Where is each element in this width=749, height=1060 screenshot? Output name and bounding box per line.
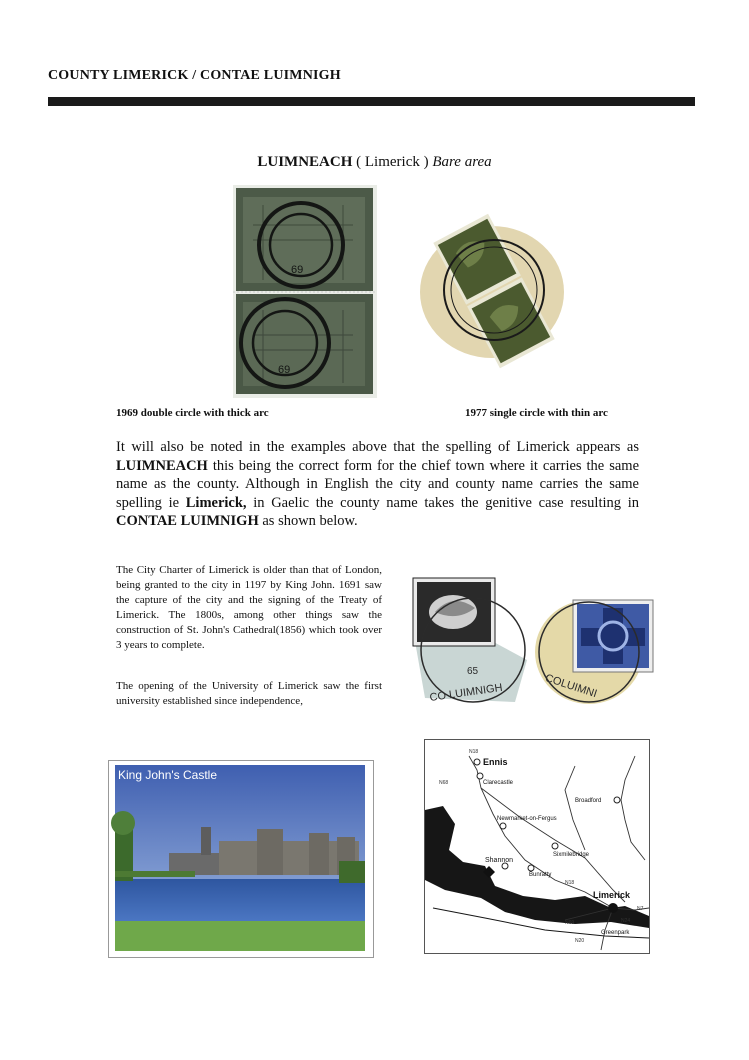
postmark-stamp-left [405,570,531,708]
paragraph-bold-limerick: Limerick, [185,494,247,511]
history-paragraph-1: The City Charter of Limerick is older than that of London, being granted to the city in 1197 by King John. 1691 saw the capture of the city and the signing of the Treaty of Limerick. The 1800s, among other things saw the construction of St. John's Cathedral(1856) which took over 3 years to complete. [116,564,382,651]
paragraph-bold-contae: CONTAE LUIMNIGH [116,513,259,529]
map-place-limerick: Limerick [593,890,631,900]
postmark-left-date: 65 [467,666,479,677]
map-road-n69: N69 [565,920,575,926]
section-title-italic: Bare area [432,154,492,170]
caption-1977: 1977 single circle with thin arc [465,407,608,419]
stamp-1969-image [233,185,377,398]
header-divider [48,97,695,106]
svg-text:69: 69 [291,264,304,276]
caption-1969: 1969 double circle with thick arc [116,407,269,419]
history-paragraph-2: The opening of the University of Limerick saw the first university established since independence, [116,680,382,707]
map-road-n24: N24 [621,918,631,924]
castle-photo-image [109,761,373,957]
paragraph-text-3: in Gaelic the county name takes the genitive case resulting in [246,494,639,511]
postmark-stamp-right [533,590,658,708]
paragraph-text-4: as shown below. [258,513,358,529]
paragraph-text-1: It will also be noted in the examples above that the spelling of Limerick appears as [116,439,639,455]
map-place-clarecastle: Clarecastle [483,780,514,786]
map-road-n7: N7 [637,906,644,912]
main-paragraph [116,438,639,531]
map-place-ennis: Ennis [483,757,508,767]
paragraph-text-2: this being the correct form for the chief town where it carries the same name as the county. Although in English the city and county name carries the same spelling ie [116,457,639,511]
postmark-right-image [533,590,658,708]
section-title-main: LUIMNEACH [257,154,353,170]
section-title [0,154,749,171]
map-place-greenpark: Greenpark [601,930,630,936]
map-road-n18: N18 [565,880,575,886]
region-map-image [425,740,649,953]
map-place-sixmilebridge: Sixmilebridge [553,852,590,858]
section-title-paren: ( Limerick ) [352,154,433,170]
map-place-bunratty: Bunratty [529,872,552,878]
postmark-right-text: COLUIMNI [543,672,599,701]
stamp-pair-1977 [410,200,580,390]
map-place-broadford: Broadford [575,798,602,804]
photo-caption: King John's Castle [118,768,218,782]
stamp-1977-image [410,200,580,390]
castle-photo [108,760,374,958]
region-map [424,739,650,954]
map-road-n68: N68 [439,780,449,786]
postmark-left-image [405,570,531,708]
stamp-pair-1969 [233,185,377,398]
map-place-shannon: Shannon [485,857,514,864]
paragraph-bold-luimneach: LUIMNEACH [116,457,208,474]
map-place-newmarket: Newmarket-on-Fergus [497,816,557,822]
page-header-title: COUNTY LIMERICK / CONTAE LUIMNIGH [48,68,341,83]
postmark-left-text: CO LUIMNIGH [428,681,504,704]
map-road-n18-north: N18 [469,749,479,755]
map-road-n20: N20 [575,938,585,944]
svg-text:69: 69 [278,364,291,376]
